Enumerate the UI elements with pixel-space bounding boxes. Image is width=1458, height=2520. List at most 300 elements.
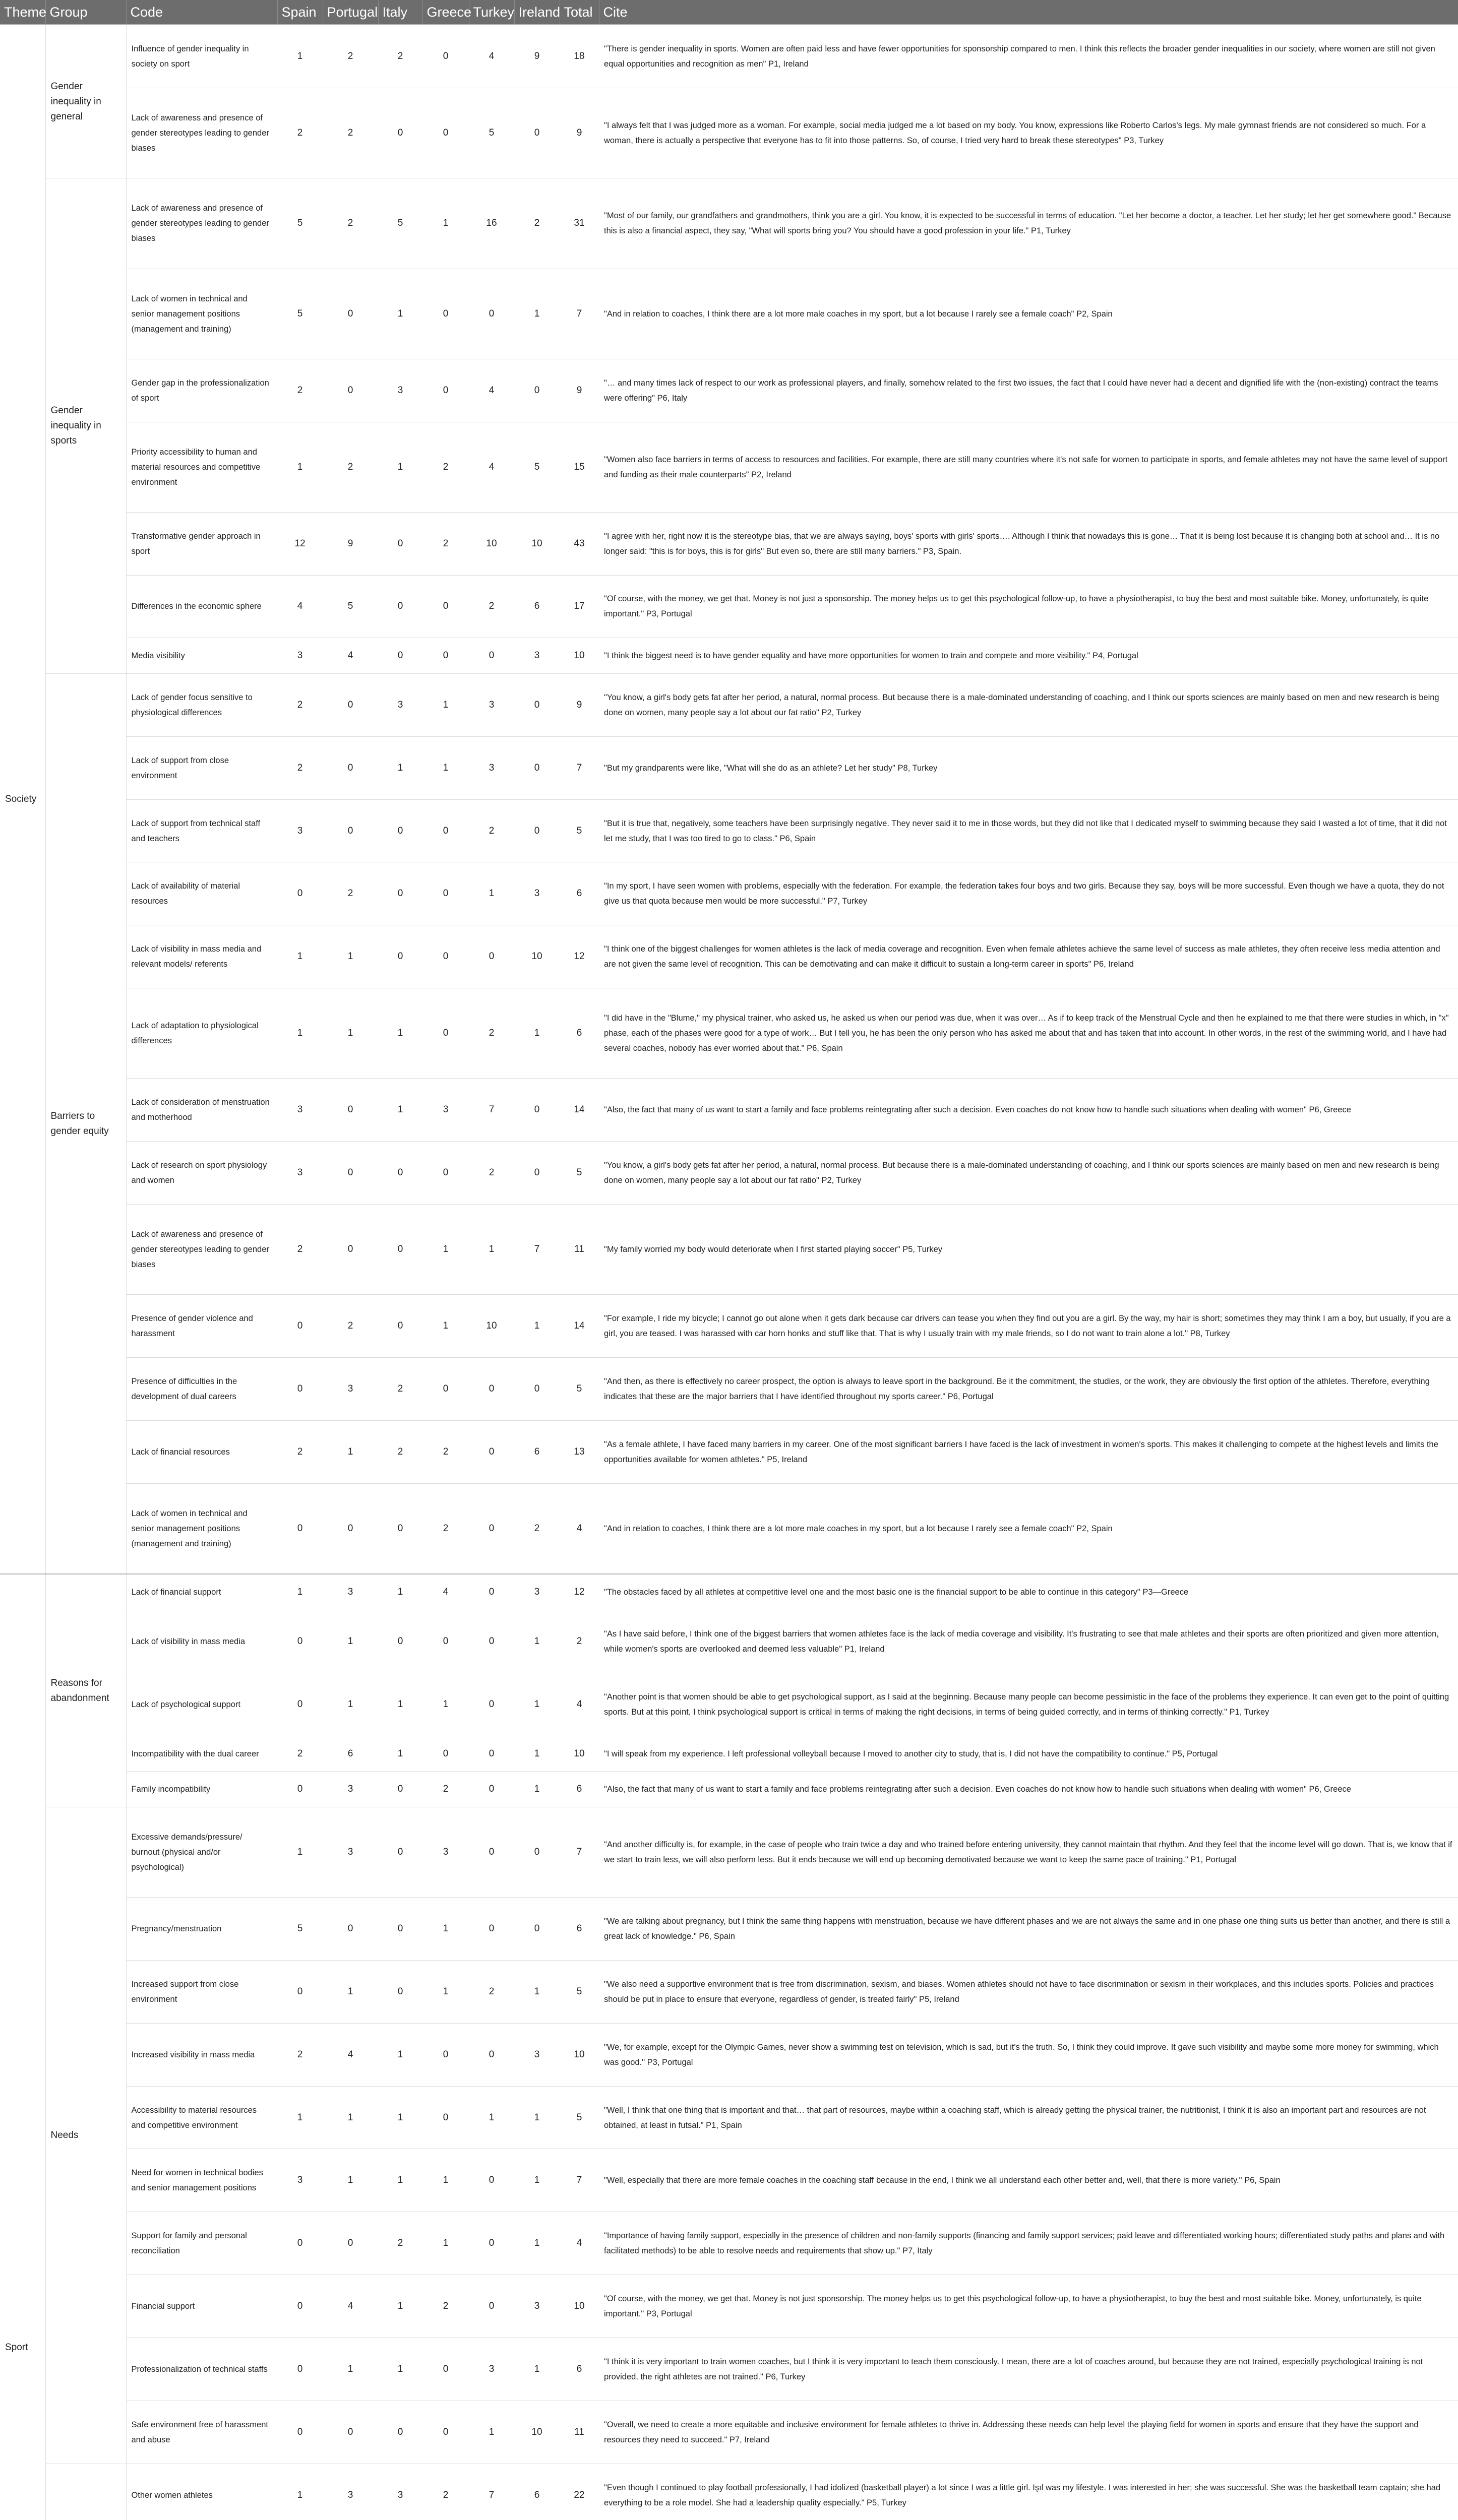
count-spain: 4: [277, 575, 323, 638]
header-ireland: Ireland: [514, 0, 560, 25]
header-greece: Greece: [422, 0, 469, 25]
header-row: [0, 0, 1458, 25]
count-turkey: 4: [469, 359, 514, 422]
count-ireland: 6: [514, 575, 560, 638]
count-greece: 2: [422, 1772, 469, 1807]
count-spain: 5: [277, 269, 323, 359]
count-ireland: 6: [514, 2464, 560, 2520]
table-row: [0, 2086, 1458, 2149]
count-portugal: 9: [323, 512, 378, 575]
cite-cell: "We are talking about pregnancy, but I think the same thing happens with menstruation, because we have different phases and we are not always the same and in one phase one thing suits us better than another, and there is still a great lack of knowledge." P6, Spain: [599, 1898, 1458, 1961]
count-ireland: 1: [514, 1960, 560, 2023]
count-total: 6: [560, 1772, 599, 1807]
count-portugal: 2: [323, 1295, 378, 1358]
cite-cell: "Of course, with the money, we get that. Money is not just sponsorship. The money helps us to get this psychological follow-up, to have a physiotherapist, to buy the best and most suitable bike. Money, unfortunately, is quite important." P3, Portugal: [599, 2275, 1458, 2338]
count-greece: 2: [422, 512, 469, 575]
count-portugal: 6: [323, 1736, 378, 1772]
count-total: 11: [560, 1204, 599, 1294]
count-italy: 1: [378, 2023, 422, 2086]
count-spain: 0: [277, 1610, 323, 1673]
count-greece: 0: [422, 2023, 469, 2086]
count-italy: 0: [378, 1483, 422, 1574]
count-turkey: 1: [469, 1204, 514, 1294]
code-cell: Presence of gender violence and harassment: [126, 1295, 277, 1358]
count-spain: 0: [277, 2338, 323, 2401]
cite-cell: "Women also face barriers in terms of access to resources and facilities. For example, there are still many countries where it's not safe for women to participate in sports, and female athletes may not have the same level of support and funding as their male counterparts" P2, Ireland: [599, 422, 1458, 512]
count-total: 12: [560, 1574, 599, 1610]
count-total: 2: [560, 1610, 599, 1673]
count-greece: 0: [422, 269, 469, 359]
count-total: 5: [560, 1142, 599, 1205]
table-row: [0, 88, 1458, 178]
count-ireland: 10: [514, 512, 560, 575]
count-greece: 0: [422, 2086, 469, 2149]
count-portugal: 3: [323, 1574, 378, 1610]
count-ireland: 0: [514, 1357, 560, 1420]
count-turkey: 16: [469, 178, 514, 269]
count-ireland: 0: [514, 799, 560, 862]
count-turkey: 3: [469, 2338, 514, 2401]
count-total: 9: [560, 359, 599, 422]
cite-cell: "And then, as there is effectively no career prospect, the option is always to leave sport in the background. Be it the commitment, the studies, or the work, they are obviously the first option of the athletes. Therefore, everything indicates that these are the major barriers that I have identified throughout my sports career." P6, Portugal: [599, 1357, 1458, 1420]
code-cell: Professionalization of technical staffs: [126, 2338, 277, 2401]
count-greece: 2: [422, 2275, 469, 2338]
count-spain: 1: [277, 1574, 323, 1610]
group-cell: Needs: [45, 1807, 126, 2464]
count-total: 9: [560, 673, 599, 736]
count-italy: 0: [378, 1807, 422, 1897]
count-ireland: 2: [514, 1483, 560, 1574]
count-portugal: 1: [323, 1673, 378, 1736]
count-ireland: 1: [514, 1610, 560, 1673]
count-ireland: 1: [514, 1772, 560, 1807]
count-total: 10: [560, 1736, 599, 1772]
code-cell: Need for women in technical bodies and senior management positions: [126, 2149, 277, 2212]
cite-cell: "I think one of the biggest challenges for women athletes is the lack of media coverage and recognition. Even when female athletes achieve the same level of success as male athletes, they often receive less media attention and are not given the same level of recognition. This can be demotivating and can make it difficult to sustain a long-term career in sports" P6, Ireland: [599, 925, 1458, 988]
count-turkey: 1: [469, 2086, 514, 2149]
count-ireland: 2: [514, 178, 560, 269]
count-spain: 2: [277, 1736, 323, 1772]
code-cell: Pregnancy/menstruation: [126, 1898, 277, 1961]
code-cell: Differences in the economic sphere: [126, 575, 277, 638]
count-ireland: 0: [514, 88, 560, 178]
cite-cell: "In my sport, I have seen women with problems, especially with the federation. For example, the federation takes four boys and two girls. Because they say, boys will be more successful. Even though we have a quota, they do not give us that quota because men would be more successful." P7, Turkey: [599, 862, 1458, 925]
table-row: [0, 2275, 1458, 2338]
count-spain: 3: [277, 1142, 323, 1205]
group-cell: Gender inequality in general: [45, 25, 126, 178]
count-portugal: 0: [323, 1079, 378, 1142]
count-turkey: 4: [469, 25, 514, 88]
header-italy: Italy: [378, 0, 422, 25]
count-ireland: 1: [514, 1673, 560, 1736]
cite-cell: "For example, I ride my bicycle; I cannot go out alone when it gets dark because car drivers can tease you when they find out you are a girl. By the way, my hair is short; sometimes they may think I am a boy, but usually, if you are a girl, you are teased. I was harassed with car horn honks and stuff like that. That is why I usually train with my male friends, so I do not want to train alone a lot." P8, Turkey: [599, 1295, 1458, 1358]
count-italy: 0: [378, 638, 422, 674]
table-row: [0, 2338, 1458, 2401]
cite-cell: "There is gender inequality in sports. Women are often paid less and have fewer opportunities for sponsorship compared to men. I think this reflects the broader gender inequalities in our society, where women are still not given equal opportunities and recognition as men" P1, Ireland: [599, 25, 1458, 88]
count-portugal: 0: [323, 1142, 378, 1205]
table-row: [0, 2401, 1458, 2464]
count-spain: 1: [277, 2086, 323, 2149]
count-greece: 0: [422, 799, 469, 862]
count-ireland: 9: [514, 25, 560, 88]
cite-cell: "You know, a girl's body gets fat after her period, a natural, normal process. But because there is a male-dominated understanding of coaching, and I think our sports sciences are mainly based on men and new research is being done on women, many people say a lot about our fat ratio" P2, Turkey: [599, 1142, 1458, 1205]
count-total: 5: [560, 1357, 599, 1420]
count-spain: 5: [277, 178, 323, 269]
count-italy: 1: [378, 269, 422, 359]
count-italy: 0: [378, 1960, 422, 2023]
cite-cell: "I always felt that I was judged more as a woman. For example, social media judged me a lot based on my body. You know, expressions like Roberto Carlos's legs. My male gymnast friends are not considered so much. For a woman, there is actually a perspective that everyone has to fit into those patterns. So, of course, I tried very hard to break these stereotypes" P3, Turkey: [599, 88, 1458, 178]
count-spain: 0: [277, 1673, 323, 1736]
table-row: [0, 269, 1458, 359]
count-italy: 0: [378, 862, 422, 925]
count-turkey: 0: [469, 638, 514, 674]
count-ireland: 3: [514, 2023, 560, 2086]
cite-cell: "I agree with her, right now it is the stereotype bias, that we are always saying, boys' sports with girls' sports…. Although I think that nowadays this is gone… That it is being lost because it is changing both at school and… It is no longer said: "this is for boys, this is for girls" But even so, there are still many barriers." P3, Spain.: [599, 512, 1458, 575]
table-row: [0, 1574, 1458, 1610]
table-row: [0, 736, 1458, 799]
count-turkey: 4: [469, 422, 514, 512]
code-cell: Lack of support from close environment: [126, 736, 277, 799]
cite-cell: "I did have in the "Blume," my physical trainer, who asked us, he asked us when our period was due, when it was over… As if to keep track of the Menstrual Cycle and then he explained to me that there were studies in which, in "x" phase, each of the phases were good for a type of work… But I tell you, he has been the only person who has asked me about that and has taken that into account. In other words, in the rest of the swimming world, and I have had several coaches, nobody has ever worried about that." P6, Spain: [599, 988, 1458, 1079]
table-body: [0, 25, 1458, 2520]
table-row: [0, 862, 1458, 925]
code-cell: Family incompatibility: [126, 1772, 277, 1807]
count-italy: 2: [378, 25, 422, 88]
count-ireland: 1: [514, 2086, 560, 2149]
count-ireland: 0: [514, 1807, 560, 1897]
count-ireland: 0: [514, 736, 560, 799]
count-spain: 0: [277, 1483, 323, 1574]
cite-cell: "But it is true that, negatively, some teachers have been surprisingly negative. They never said it to me in those words, but they did not like that I dedicated myself to swimming because they said I wasted a lot of time, that it did not let me study, that I was too tired to go to class." P6, Spain: [599, 799, 1458, 862]
cite-cell: "I think the biggest need is to have gender equality and have more opportunities for women to train and compete and more visibility." P4, Portugal: [599, 638, 1458, 674]
count-turkey: 0: [469, 1807, 514, 1897]
count-turkey: 7: [469, 1079, 514, 1142]
count-greece: 0: [422, 925, 469, 988]
count-total: 12: [560, 925, 599, 988]
count-spain: 0: [277, 1960, 323, 2023]
count-spain: 1: [277, 2464, 323, 2520]
count-spain: 3: [277, 1079, 323, 1142]
count-ireland: 1: [514, 988, 560, 1079]
table-row: [0, 1420, 1458, 1483]
count-greece: 0: [422, 575, 469, 638]
count-turkey: 0: [469, 1483, 514, 1574]
count-spain: 1: [277, 25, 323, 88]
count-total: 9: [560, 88, 599, 178]
count-total: 6: [560, 988, 599, 1079]
count-spain: 2: [277, 1204, 323, 1294]
table-row: [0, 638, 1458, 674]
count-total: 4: [560, 1673, 599, 1736]
count-turkey: 1: [469, 862, 514, 925]
count-greece: 1: [422, 736, 469, 799]
cite-cell: "As I have said before, I think one of the biggest barriers that women athletes face is the lack of media coverage and visibility. It's frustrating to see that male athletes and their sports are often prioritized and given more attention, while women's sports are overlooked and deemed less valuable" P1, Ireland: [599, 1610, 1458, 1673]
count-portugal: 0: [323, 673, 378, 736]
code-cell: Lack of financial support: [126, 1574, 277, 1610]
count-italy: 0: [378, 1898, 422, 1961]
count-turkey: 2: [469, 1960, 514, 2023]
count-portugal: 5: [323, 575, 378, 638]
count-spain: 1: [277, 422, 323, 512]
count-turkey: 5: [469, 88, 514, 178]
table-row: [0, 1807, 1458, 1897]
count-italy: 1: [378, 2275, 422, 2338]
count-total: 5: [560, 1960, 599, 2023]
count-greece: 1: [422, 673, 469, 736]
count-italy: 2: [378, 1420, 422, 1483]
cite-cell: "And another difficulty is, for example, in the case of people who train twice a day and who trained before entering university, they cannot maintain that rhythm. And they feel that the income level will go down. That is, we know that if we start to train less, we will also perform less. But it ends because we will end up becoming demotivated because we want to keep the same pace of training." P1, Portugal: [599, 1807, 1458, 1897]
count-portugal: 3: [323, 1357, 378, 1420]
count-ireland: 3: [514, 862, 560, 925]
count-total: 31: [560, 178, 599, 269]
count-ireland: 1: [514, 1736, 560, 1772]
code-cell: Safe environment free of harassment and abuse: [126, 2401, 277, 2464]
cite-cell: "I think it is very important to train women coaches, but I think it is very important to teach them consciously. I mean, there are a lot of coaches around, but because they are not trained, especially psychological training is not provided, the right athletes are not trained." P6, Turkey: [599, 2338, 1458, 2401]
count-greece: 0: [422, 1142, 469, 1205]
table-row: [0, 2464, 1458, 2520]
count-greece: 0: [422, 862, 469, 925]
count-portugal: 2: [323, 88, 378, 178]
count-ireland: 0: [514, 673, 560, 736]
count-turkey: 0: [469, 1898, 514, 1961]
header-cite: Cite: [599, 0, 1458, 25]
count-italy: 1: [378, 1673, 422, 1736]
count-portugal: 2: [323, 422, 378, 512]
count-spain: 2: [277, 2023, 323, 2086]
cite-cell: "As a female athlete, I have faced many barriers in my career. One of the most significant barriers I have faced is the lack of investment in women's sports. This makes it challenging to compete at the highest levels and limits the opportunities available for women athletes." P5, Ireland: [599, 1420, 1458, 1483]
count-ireland: 1: [514, 2212, 560, 2275]
count-turkey: 1: [469, 2401, 514, 2464]
count-italy: 1: [378, 2086, 422, 2149]
code-cell: Lack of support from technical staff and teachers: [126, 799, 277, 862]
count-total: 22: [560, 2464, 599, 2520]
table-row: [0, 1295, 1458, 1358]
count-spain: 3: [277, 799, 323, 862]
table-row: [0, 1079, 1458, 1142]
count-italy: 1: [378, 2338, 422, 2401]
cite-cell: "Of course, with the money, we get that. Money is not just a sponsorship. The money helps us to get this psychological follow-up, to have a physiotherapist, to buy the best and most suitable bike. Money, unfortunately, is quite important." P3, Portugal: [599, 575, 1458, 638]
count-spain: 0: [277, 862, 323, 925]
count-portugal: 1: [323, 925, 378, 988]
count-greece: 2: [422, 1420, 469, 1483]
table-row: [0, 1204, 1458, 1294]
count-spain: 1: [277, 988, 323, 1079]
count-portugal: 0: [323, 736, 378, 799]
count-turkey: 0: [469, 269, 514, 359]
count-italy: 3: [378, 359, 422, 422]
code-cell: Lack of financial resources: [126, 1420, 277, 1483]
count-turkey: 0: [469, 1736, 514, 1772]
code-cell: Increased visibility in mass media: [126, 2023, 277, 2086]
count-total: 15: [560, 422, 599, 512]
count-total: 7: [560, 736, 599, 799]
count-spain: 1: [277, 925, 323, 988]
count-portugal: 1: [323, 1610, 378, 1673]
count-portugal: 4: [323, 2275, 378, 2338]
cite-cell: "Well, I think that one thing that is important and that… that part of resources, maybe within a coaching staff, which is already getting the physical trainer, the nutritionist, I think it is also an important part and resources are not obtained, at least in futsal." P1, Spain: [599, 2086, 1458, 2149]
table-row: [0, 1772, 1458, 1807]
header-group: Group: [45, 0, 126, 25]
code-cell: Priority accessibility to human and material resources and competitive environment: [126, 422, 277, 512]
count-spain: 0: [277, 1357, 323, 1420]
count-total: 7: [560, 1807, 599, 1897]
code-cell: Presence of difficulties in the development of dual careers: [126, 1357, 277, 1420]
code-cell: Transformative gender approach in sport: [126, 512, 277, 575]
count-turkey: 0: [469, 1357, 514, 1420]
cite-cell: "Also, the fact that many of us want to start a family and face problems reintegrating after such a decision. Even coaches do not know how to handle such situations when dealing with women" P6, Greece: [599, 1772, 1458, 1807]
cite-cell: "My family worried my body would deteriorate when I first started playing soccer" P5, Turkey: [599, 1204, 1458, 1294]
count-portugal: 0: [323, 2401, 378, 2464]
count-italy: 0: [378, 1142, 422, 1205]
cite-cell: "Another point is that women should be able to get psychological support, as I said at the beginning. Because many people can become pessimistic in the face of the problems they experience. It can even get to the point of quitting sports. But at this point, I think psychological support is critical in terms of making the right decisions, in terms of being guided correctly, and in terms of thinking correctly." P1, Turkey: [599, 1673, 1458, 1736]
table-row: [0, 673, 1458, 736]
count-italy: 1: [378, 1574, 422, 1610]
count-portugal: 3: [323, 2464, 378, 2520]
count-turkey: 2: [469, 575, 514, 638]
count-total: 43: [560, 512, 599, 575]
count-total: 6: [560, 1898, 599, 1961]
cite-cell: "Overall, we need to create a more equitable and inclusive environment for female athletes to thrive in. Addressing these needs can help level the playing field for women in sports and ensure that they have the support and resources they need to succeed." P7, Ireland: [599, 2401, 1458, 2464]
count-ireland: 0: [514, 359, 560, 422]
count-italy: 1: [378, 736, 422, 799]
code-cell: Influence of gender inequality in society on sport: [126, 25, 277, 88]
theme-cell: Sport: [0, 1574, 45, 2520]
count-portugal: 2: [323, 25, 378, 88]
count-italy: 0: [378, 575, 422, 638]
count-spain: 0: [277, 2275, 323, 2338]
count-spain: 1: [277, 1807, 323, 1897]
count-ireland: 10: [514, 2401, 560, 2464]
count-italy: 0: [378, 1610, 422, 1673]
count-spain: 5: [277, 1898, 323, 1961]
table-row: [0, 512, 1458, 575]
count-italy: 3: [378, 2464, 422, 2520]
count-italy: 0: [378, 88, 422, 178]
count-greece: 2: [422, 1483, 469, 1574]
count-total: 13: [560, 1420, 599, 1483]
count-total: 18: [560, 25, 599, 88]
count-spain: 0: [277, 2212, 323, 2275]
count-total: 5: [560, 2086, 599, 2149]
count-turkey: 10: [469, 512, 514, 575]
count-turkey: 0: [469, 1772, 514, 1807]
count-total: 5: [560, 799, 599, 862]
count-ireland: 3: [514, 638, 560, 674]
table-row: [0, 1898, 1458, 1961]
table-row: [0, 1673, 1458, 1736]
count-spain: 0: [277, 2401, 323, 2464]
header-total: Total: [560, 0, 599, 25]
cite-cell: "You know, a girl's body gets fat after her period, a natural, normal process. But because there is a male-dominated understanding of coaching, and I think our sports sciences are mainly based on men and new research is being done on women, many people say a lot about our fat ratio" P2, Turkey: [599, 673, 1458, 736]
count-ireland: 0: [514, 1079, 560, 1142]
group-cell: [45, 2464, 126, 2520]
code-cell: Lack of awareness and presence of gender stereotypes leading to gender biases: [126, 178, 277, 269]
cite-cell: "But my grandparents were like, "What will she do as an athlete? Let her study" P8, Turkey: [599, 736, 1458, 799]
group-cell: Reasons for abandonment: [45, 1574, 126, 1807]
count-portugal: 4: [323, 2023, 378, 2086]
theme-cell: Society: [0, 25, 45, 1574]
code-cell: Lack of awareness and presence of gender stereotypes leading to gender biases: [126, 1204, 277, 1294]
count-greece: 1: [422, 1960, 469, 2023]
count-turkey: 7: [469, 2464, 514, 2520]
count-portugal: 0: [323, 1898, 378, 1961]
count-greece: 0: [422, 359, 469, 422]
table-row: [0, 1142, 1458, 1205]
count-portugal: 1: [323, 1960, 378, 2023]
count-greece: 0: [422, 2401, 469, 2464]
count-greece: 4: [422, 1574, 469, 1610]
group-cell: Gender inequality in sports: [45, 178, 126, 674]
count-total: 4: [560, 1483, 599, 1574]
count-ireland: 1: [514, 2149, 560, 2212]
count-ireland: 1: [514, 269, 560, 359]
count-italy: 0: [378, 512, 422, 575]
count-total: 4: [560, 2212, 599, 2275]
count-turkey: 0: [469, 2149, 514, 2212]
count-greece: 0: [422, 1357, 469, 1420]
count-turkey: 0: [469, 1574, 514, 1610]
count-greece: 0: [422, 988, 469, 1079]
count-ireland: 3: [514, 2275, 560, 2338]
count-italy: 2: [378, 1357, 422, 1420]
count-greece: 0: [422, 88, 469, 178]
table-row: [0, 178, 1458, 269]
count-portugal: 1: [323, 2149, 378, 2212]
code-cell: Lack of gender focus sensitive to physiological differences: [126, 673, 277, 736]
count-italy: 5: [378, 178, 422, 269]
code-cell: Lack of visibility in mass media: [126, 1610, 277, 1673]
count-portugal: 3: [323, 1807, 378, 1897]
count-italy: 1: [378, 1736, 422, 1772]
code-cell: Incompatibility with the dual career: [126, 1736, 277, 1772]
count-total: 14: [560, 1079, 599, 1142]
cite-cell: "Most of our family, our grandfathers and grandmothers, think you are a girl. You know, it is expected to be successful in terms of education. "Let her become a doctor, a teacher. Let her study; let her get somewhere good." Because this is also a financial aspect, they say, "What will sports bring you? You should have a good profession in your life." P1, Turkey: [599, 178, 1458, 269]
table-row: [0, 25, 1458, 88]
count-greece: 3: [422, 1079, 469, 1142]
table-row: [0, 359, 1458, 422]
count-spain: 2: [277, 736, 323, 799]
count-turkey: 0: [469, 2212, 514, 2275]
cite-cell: "Also, the fact that many of us want to start a family and face problems reintegrating after such a decision. Even coaches do not know how to handle such situations when dealing with women" P6, Greece: [599, 1079, 1458, 1142]
code-cell: Gender gap in the professionalization of sport: [126, 359, 277, 422]
count-ireland: 7: [514, 1204, 560, 1294]
count-greece: 0: [422, 25, 469, 88]
count-italy: 0: [378, 1772, 422, 1807]
table-row: [0, 2149, 1458, 2212]
table-row: [0, 1610, 1458, 1673]
count-turkey: 0: [469, 1610, 514, 1673]
table-row: [0, 422, 1458, 512]
count-portugal: 1: [323, 2086, 378, 2149]
header-spain: Spain: [277, 0, 323, 25]
count-total: 6: [560, 2338, 599, 2401]
count-greece: 1: [422, 2149, 469, 2212]
table-row: [0, 925, 1458, 988]
table-row: [0, 1960, 1458, 2023]
code-cell: Lack of visibility in mass media and relevant models/ referents: [126, 925, 277, 988]
count-italy: 0: [378, 1295, 422, 1358]
count-total: 11: [560, 2401, 599, 2464]
count-portugal: 1: [323, 2338, 378, 2401]
table-row: [0, 575, 1458, 638]
cite-cell: "And in relation to coaches, I think there are a lot more male coaches in my sport, but a lot because I rarely see a female coach" P2, Spain: [599, 269, 1458, 359]
count-turkey: 0: [469, 2275, 514, 2338]
code-cell: Lack of women in technical and senior management positions (management and training): [126, 269, 277, 359]
count-spain: 2: [277, 88, 323, 178]
code-cell: Increased support from close environment: [126, 1960, 277, 2023]
count-portugal: 2: [323, 862, 378, 925]
count-turkey: 3: [469, 736, 514, 799]
